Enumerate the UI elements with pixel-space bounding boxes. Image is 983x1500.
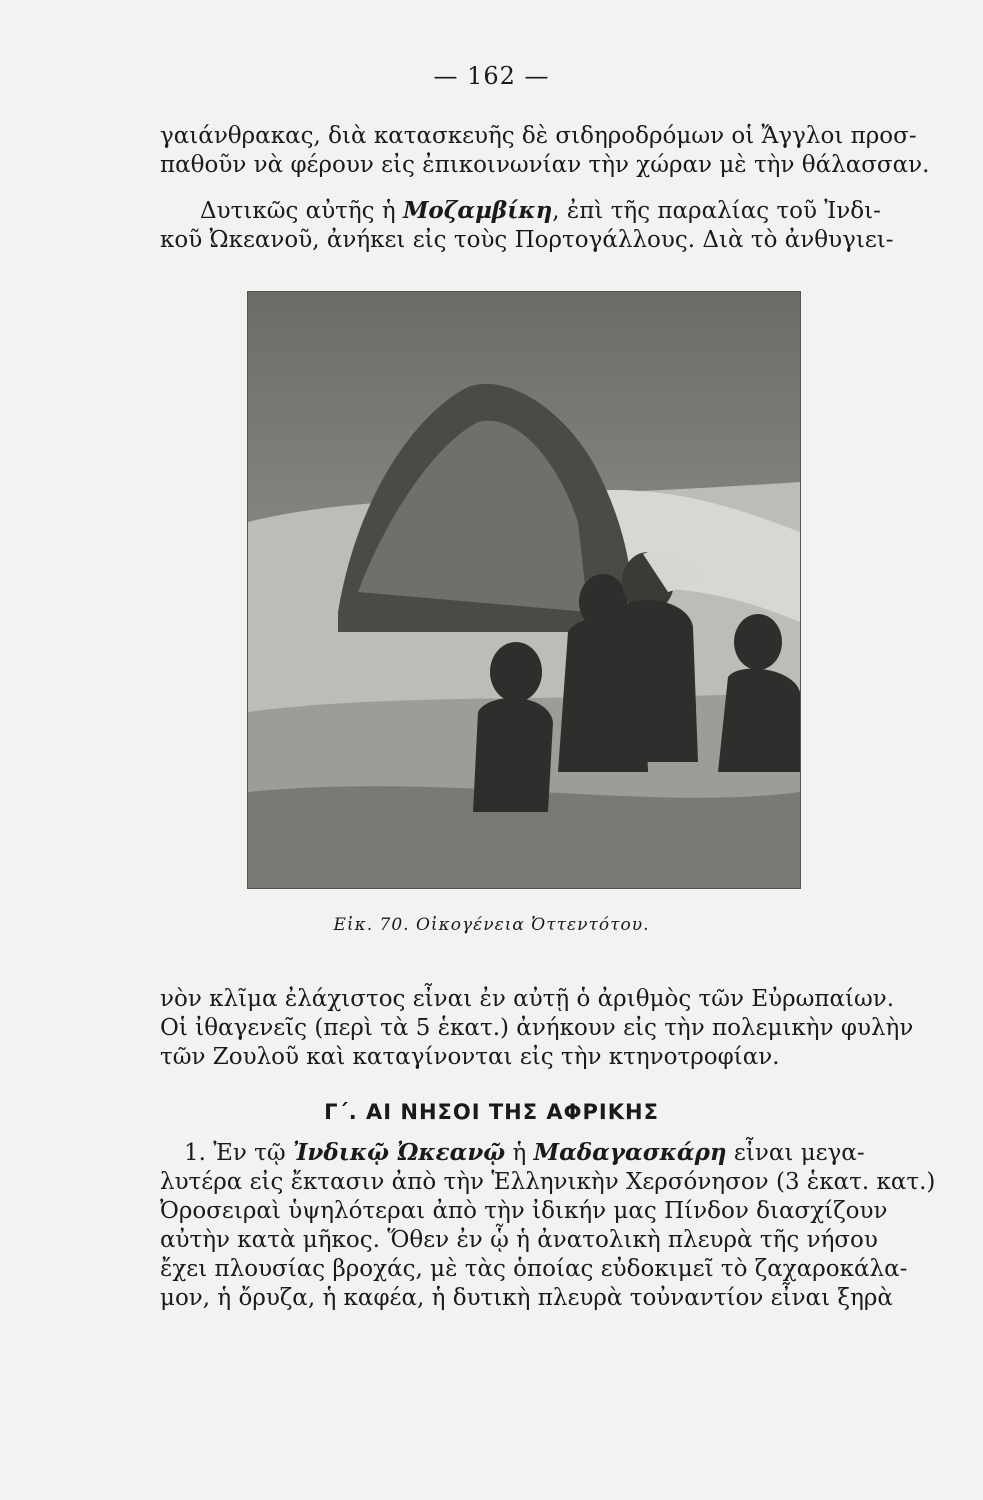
text-run: , ἐπὶ τῆς παραλίας τοῦ Ἰνδι-: [552, 198, 881, 224]
figure-caption: Εἰκ. 70. Οἰκογένεια Ὀττεντότου.: [333, 915, 650, 935]
photo-illustration: [248, 292, 800, 888]
text-run: Δυτικῶς αὐτῆς ἡ: [200, 198, 403, 224]
text-line: γαιάνθρακας, διὰ κατασκευῆς δὲ σιδηροδρόμων οἱ Ἄγγλοι προσ-: [160, 123, 917, 149]
text-line: μον, ἡ ὄρυζα, ἡ καφέα, ἡ δυτικὴ πλευρὰ τοὐναντίον εἶναι ξηρὰ: [160, 1285, 893, 1311]
text-line: ἔχει πλουσίας βροχάς, μὲ τὰς ὁποίας εὐδοκιμεῖ τὸ ζαχαροκάλα-: [160, 1256, 908, 1282]
text-run: ἡ: [505, 1140, 534, 1166]
page-number: — 162 —: [433, 62, 550, 90]
section-heading: Γ΄. ΑΙ ΝΗΣΟΙ ΤΗΣ ΑΦΡΙΚΗΣ: [324, 1100, 659, 1124]
text-line: [160, 196, 900, 226]
paragraph-3: [160, 985, 914, 1072]
paragraph-4: [160, 1138, 936, 1313]
text-line: [160, 1138, 900, 1168]
text-run: εἶναι μεγα-: [726, 1140, 865, 1166]
text-line: Ὀροσειραὶ ὑψηλότεραι ἀπὸ τὴν ἰδικήν μας Πίνδον διασχίζουν: [160, 1198, 888, 1224]
paragraph-2: [160, 196, 900, 255]
text-line: κοῦ Ὠκεανοῦ, ἀνήκει εἰς τοὺς Πορτογάλλους. Διὰ τὸ ἀνθυγιει-: [160, 227, 894, 253]
text-line: νὸν κλῖμα ἐλάχιστος εἶναι ἐν αὐτῇ ὁ ἀριθμὸς τῶν Εὐρωπαίων.: [160, 986, 895, 1012]
bold-term-indian-ocean: Ἰνδικῷ Ὠκεανῷ: [292, 1139, 506, 1166]
text-line: αὐτὴν κατὰ μῆκος. Ὅθεν ἐν ᾧ ἡ ἀνατολικὴ πλευρὰ τῆς νήσου: [160, 1227, 878, 1253]
text-line: παθοῦν νὰ φέρουν εἰς ἐπικοινωνίαν τὴν χώραν μὲ τὴν θάλασσαν.: [160, 152, 930, 178]
bold-term-madagascar: Μαδαγασκάρη: [533, 1139, 727, 1166]
photograph-hottentot-family: [248, 292, 800, 888]
text-line: τῶν Ζουλοῦ καὶ καταγίνονται εἰς τὴν κτηνοτροφίαν.: [160, 1044, 780, 1070]
text-line: λυτέρα εἰς ἔκτασιν ἀπὸ τὴν Ἑλληνικὴν Χερσόνησον (3 ἑκατ. κατ.): [160, 1169, 936, 1195]
text-line: Οἱ ἰθαγενεῖς (περὶ τὰ 5 ἑκατ.) ἀνήκουν εἰς τὴν πολεμικὴν φυλὴν: [160, 1015, 914, 1041]
text-run: 1. Ἐν τῷ: [184, 1140, 293, 1166]
bold-term-mozambique: Μοζαμβίκη: [402, 197, 553, 224]
paragraph-1: [160, 122, 930, 180]
